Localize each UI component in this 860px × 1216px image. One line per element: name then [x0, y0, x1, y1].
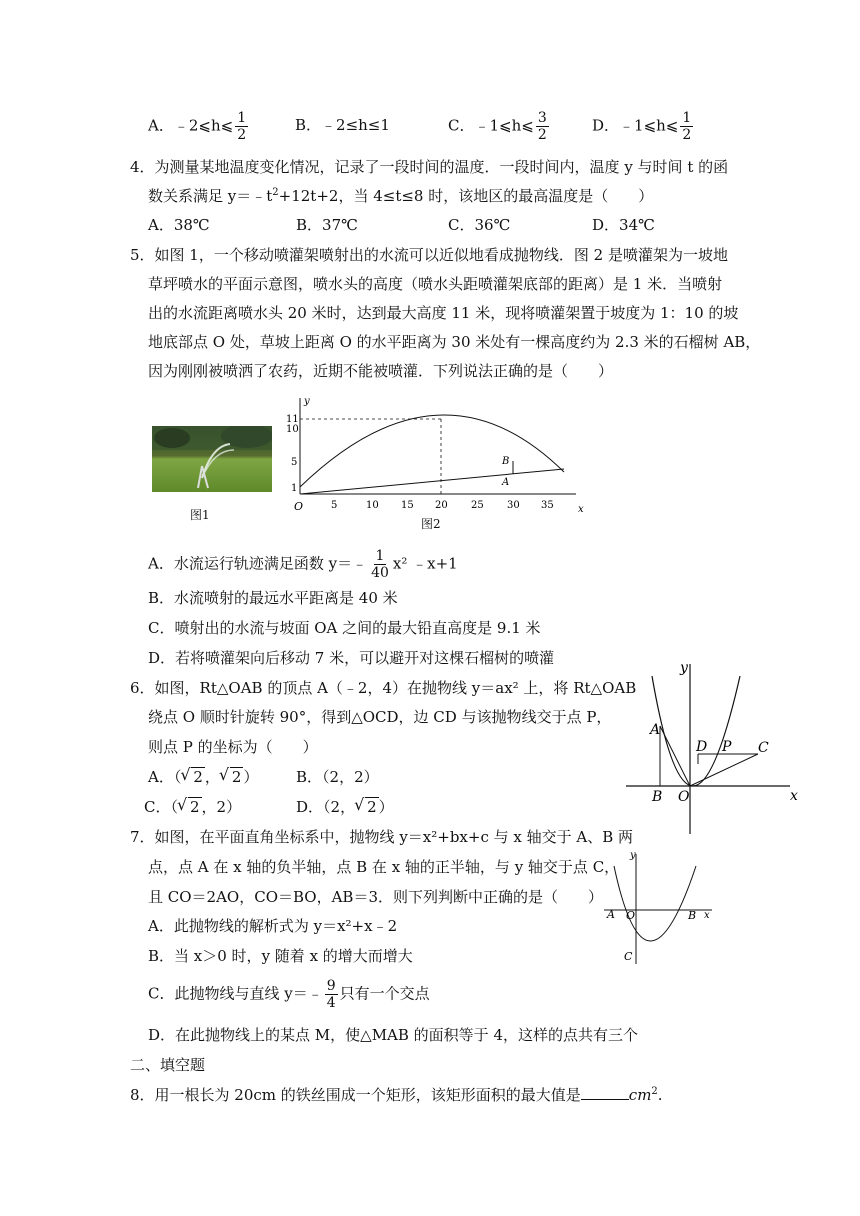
- q7-point-a: A: [607, 908, 615, 921]
- q6-option-a-post: ）: [243, 768, 259, 786]
- point-a-label: A: [502, 477, 510, 488]
- point-b-label: B: [502, 456, 510, 467]
- q7-parabola: [614, 866, 696, 941]
- q5-option-b: B．水流喷射的最远水平距离是 40 米: [148, 589, 398, 607]
- q5-option-d: D．若将喷灌架向后移动 7 米，可以避开对这棵石榴树的喷灌: [148, 649, 555, 667]
- y-tick-5: 5: [291, 457, 298, 468]
- q7-point-b: B: [688, 909, 697, 922]
- q3-option-b: [295, 114, 390, 135]
- q4-option-d: D．34℃: [592, 216, 655, 234]
- x-tick-25: 25: [471, 500, 484, 511]
- q7-option-c: [148, 978, 430, 1011]
- segment-oa: [660, 726, 690, 786]
- q3-option-b-text: ﹣2≤h≤1: [321, 116, 390, 134]
- q5-option-a: [148, 548, 458, 581]
- q5-line-3: 出的水流距离喷水头 20 米时，达到最大高度 11 米，现将喷灌架置于坡度为 1：10 的坡: [148, 304, 739, 322]
- x-axis-label: x: [578, 504, 584, 515]
- q6-option-b: B．（2，2）: [296, 768, 379, 786]
- q6-option-a-pre: A．（: [148, 768, 182, 786]
- q7-line-3: 且 CO＝2AO，CO＝BO，AB＝3．则下列判断中正确的是（ ）: [148, 888, 603, 906]
- q3-option-c: [448, 110, 551, 143]
- section-heading-fill-in: 二、填空题: [130, 1056, 206, 1074]
- q8-unit: cm: [628, 1086, 652, 1104]
- q6-option-c-post: ，2）: [201, 798, 242, 816]
- q5-line-2: 草坪喷水的平面示意图，喷水头的高度（喷水头距喷灌架底部的距离）是 1 米．当喷射: [148, 275, 723, 293]
- sqrt-radicand: √ 2: [365, 797, 379, 816]
- x-tick-5: 5: [331, 500, 338, 511]
- figure-2-graph: [284, 392, 594, 532]
- x-tick-30: 30: [507, 500, 520, 511]
- q7-point-c: C: [624, 950, 633, 963]
- q6-line-3: 则点 P 的坐标为（ ）: [148, 738, 318, 756]
- q5-line-5: 因为刚刚被喷洒了农药，近期不能被喷灌．下列说法正确的是（ ）: [148, 362, 614, 380]
- x-tick-15: 15: [401, 500, 414, 511]
- q6-option-a: [148, 766, 258, 787]
- q5-option-a-pre: A．水流运行轨迹满足函数 y＝﹣: [148, 554, 368, 573]
- q6-point-o: O: [678, 789, 690, 805]
- q3-option-c-fraction: [536, 110, 549, 143]
- q6-option-d-post: ）: [378, 798, 394, 816]
- q3-option-d: [592, 110, 695, 143]
- q4-line-2: [148, 185, 653, 206]
- q7-option-c-post: 只有一个交点: [339, 984, 430, 1003]
- fraction-numerator: 1: [237, 110, 247, 126]
- q6-parabola: [652, 676, 740, 786]
- q5-option-a-post: x² ﹣x+1: [392, 554, 458, 573]
- q4-line-1: 4．为测量某地温度变化情况，记录了一段时间的温度．一段时间内，温度 y 与时间 t 的函: [130, 158, 729, 176]
- q7-figure-svg: [600, 848, 718, 966]
- segment-oc: [690, 754, 758, 786]
- fraction-denominator: 4: [326, 995, 336, 1011]
- q5-line-4: 地底部点 O 处，草坡上距离 O 的水平距离为 30 米处有一棵高度约为 2.3 米的石榴树 AB，: [148, 333, 761, 351]
- sprinkler-photo: [152, 426, 272, 492]
- slope-line: [300, 469, 564, 494]
- x-tick-35: 35: [541, 500, 554, 511]
- q6-point-c: C: [758, 740, 769, 756]
- q8-text: 8．用一根长为 20cm 的铁丝围成一个矩形，该矩形面积的最大值是: [130, 1086, 581, 1104]
- q6-x-label: x: [790, 788, 798, 804]
- q7-option-c-fraction: [325, 978, 338, 1011]
- q7-point-o: O: [626, 909, 636, 922]
- x-tick-10: 10: [366, 500, 379, 511]
- q5-option-a-fraction: [369, 548, 391, 581]
- y-axis-label: y: [304, 396, 310, 407]
- q6-y-label: y: [680, 660, 688, 676]
- q3-option-a-text: ﹣2⩽h⩽: [173, 116, 234, 135]
- q4-line-2-post: +12t+2，当 4≤t≤8 时，该地区的最高温度是（ ）: [278, 187, 654, 205]
- q4-option-b: B．37℃: [296, 216, 358, 234]
- q7-line-1: 7．如图，在平面直角坐标系中，抛物线 y＝x²+bx+c 与 x 轴交于 A、B 两: [130, 828, 634, 846]
- q3-option-a-label: A．: [148, 116, 174, 135]
- q4-option-a: A．38℃: [148, 216, 210, 234]
- q8-line: [130, 1084, 663, 1105]
- q7-option-a: A．此抛物线的解析式为 y＝x²+x﹣2: [148, 917, 398, 935]
- q7-option-d: D．在此抛物线上的某点 M，使△MAB 的面积等于 4，这样的点共有三个: [148, 1026, 638, 1044]
- q7-option-b: B．当 x＞0 时，y 随着 x 的增大而增大: [148, 947, 413, 965]
- q6-option-a-comma: ，: [204, 768, 220, 786]
- figure-2-svg: [284, 392, 594, 532]
- y-tick-1: 1: [291, 483, 298, 494]
- fraction-denominator: 2: [237, 127, 247, 143]
- q8-end: .: [657, 1086, 663, 1104]
- q7-option-c-pre: C．此抛物线与直线 y＝﹣: [148, 984, 323, 1003]
- answer-blank[interactable]: [581, 1087, 629, 1100]
- q5-option-c: C．喷射出的水流与坡面 OA 之间的最大铅直高度是 9.1 米: [148, 619, 541, 637]
- fraction-numerator: 1: [682, 110, 692, 126]
- q6-figure-svg: [622, 656, 812, 836]
- q7-figure: [600, 848, 718, 966]
- q6-point-p: P: [722, 739, 732, 755]
- sqrt-radicand: √ 2: [191, 767, 205, 786]
- q6-point-d: D: [696, 739, 708, 755]
- sqrt-radicand: √ 2: [230, 767, 244, 786]
- q3-option-a: [148, 110, 250, 143]
- q4-option-c: C．36℃: [448, 216, 511, 234]
- q3-option-d-fraction: [680, 110, 693, 143]
- x-tick-20: 20: [435, 500, 448, 511]
- q3-option-d-text: ﹣1⩽h⩽: [619, 116, 679, 135]
- q8-unit-exponent: 2: [651, 1086, 658, 1097]
- q6-option-c: [144, 796, 241, 817]
- origin-label: O: [294, 500, 304, 513]
- q4-line-2-pre: 数关系满足 y＝﹣t: [148, 187, 273, 205]
- q3-option-a-fraction: [235, 110, 248, 143]
- y-tick-11: 11: [286, 414, 299, 425]
- q4-exponent: 2: [272, 187, 279, 198]
- figure-1-caption: 图1: [190, 508, 210, 522]
- fraction-numerator: 3: [537, 110, 547, 126]
- q5-line-1: 5．如图 1，一个移动喷灌架喷射出的水流可以近似地看成抛物线．图 2 是喷灌架为一坡地: [130, 246, 728, 264]
- q7-y-label: y: [630, 850, 636, 861]
- water-parabola: [300, 415, 564, 487]
- q6-option-c-pre: C．（: [144, 798, 178, 816]
- y-tick-10: 10: [286, 424, 299, 435]
- fraction-numerator: 1: [375, 548, 385, 564]
- q6-option-d: [296, 796, 394, 817]
- q6-point-a: A: [650, 722, 661, 738]
- q3-option-d-label: D．: [592, 116, 620, 135]
- q7-x-label: x: [704, 910, 710, 921]
- q6-figure: [622, 656, 812, 836]
- q6-option-d-pre: D．（2，: [296, 798, 356, 816]
- q7-line-2: 点，点 A 在 x 轴的负半轴，点 B 在 x 轴的正半轴，与 y 轴交于点 C，: [148, 858, 620, 876]
- q6-line-1: 6．如图，Rt△OAB 的顶点 A（﹣2，4）在抛物线 y＝ax² 上，将 Rt△OAB: [130, 679, 637, 697]
- q6-line-2: 绕点 O 顺时针旋转 90°，得到△OCD，边 CD 与该抛物线交于点 P，: [148, 708, 612, 726]
- fraction-denominator: 40: [371, 565, 389, 581]
- q3-option-c-label: C．: [448, 116, 475, 135]
- q6-point-b: B: [652, 789, 663, 805]
- sprinkler-photo-image: [152, 426, 272, 492]
- figure-2-caption: 图2: [421, 517, 441, 531]
- fraction-numerator: 9: [326, 978, 336, 994]
- fraction-denominator: 2: [682, 127, 692, 143]
- sqrt-radicand: √ 2: [188, 797, 202, 816]
- fraction-denominator: 2: [537, 127, 547, 143]
- q3-option-c-text: ﹣1⩽h⩽: [474, 116, 534, 135]
- q3-option-b-label: B．: [295, 116, 322, 134]
